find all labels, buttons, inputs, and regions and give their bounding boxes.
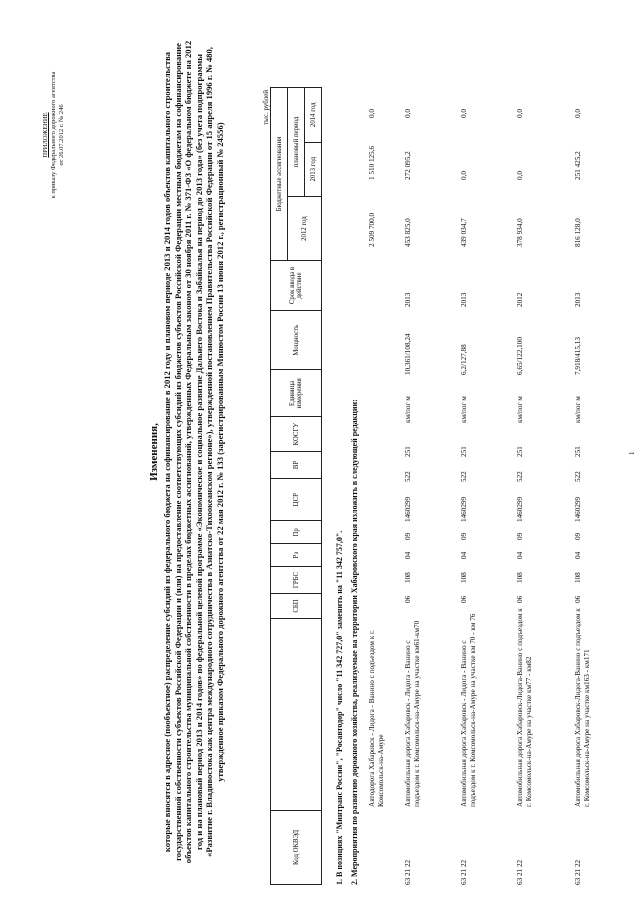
row-kosgu: 251: [516, 446, 524, 457]
row-2012: 453 825,0: [404, 218, 412, 247]
col-okved: Код ОКВЭД: [271, 810, 322, 884]
col-budget-group: Бюджетные ассигнования: [271, 88, 288, 261]
col-pr: Пр: [271, 521, 322, 544]
table-row: [574, 25, 610, 885]
document-title: Изменения,: [148, 423, 160, 481]
row-grbs: 108: [516, 572, 524, 583]
col-vr: ВР: [271, 452, 322, 479]
col-name: [271, 618, 322, 810]
row-unit: км/пог м: [404, 396, 412, 423]
row-sbp: 06: [516, 595, 524, 603]
row-power: 10,361/108,24: [404, 333, 412, 375]
row-2012: 439 034,7: [460, 218, 468, 247]
row-name: Автодорога Хабаровск - Лидога - Ванино с подъездом к г. Комсомольск-на-Амуре: [368, 630, 385, 807]
row-code: 63 21 22: [404, 859, 412, 885]
row-year: 2013: [460, 292, 468, 307]
row-csr: 1460299: [516, 496, 524, 522]
row-2013: 272 095,2: [404, 151, 412, 180]
page-number: 1: [628, 451, 636, 455]
row-pr: 09: [516, 532, 524, 540]
row-2012: 378 934,0: [516, 218, 524, 247]
row-name: Автомобильная дорога Хабаровск-Лидога-Ванино с подъездом к г. Комсомольск-на-Амуре на участке км77 - км82: [516, 608, 533, 807]
col-grbs: ГРБС: [271, 567, 322, 594]
row-2014: 0,0: [516, 109, 524, 118]
row-year: 2013: [574, 292, 582, 307]
row-2013: 0,0: [516, 171, 524, 180]
row-vr: 522: [460, 471, 468, 482]
col-power: Мощность: [271, 310, 322, 370]
row-2013: 251 425,2: [574, 151, 582, 180]
row-2014: 0,0: [574, 109, 582, 118]
row-sbp: 06: [460, 595, 468, 603]
row-rz: 04: [516, 551, 524, 559]
row-kosgu: 251: [404, 446, 412, 457]
col-2012: 2012 год: [288, 196, 322, 260]
row-csr: 1460299: [404, 496, 412, 522]
row-year: 2013: [404, 292, 412, 307]
col-kosgu: КОСГУ: [271, 417, 322, 452]
section-1-text: 1. В позициях "Минтранс России", "Росавтодор" число "11 342 727,0" заменить на "11 342 757,0".: [335, 530, 344, 885]
col-planning-period: плановый период: [288, 88, 305, 197]
col-2014: 2014 год: [305, 88, 322, 143]
row-grbs: 108: [460, 572, 468, 583]
row-power: 6,65/122,100: [516, 337, 524, 375]
row-power: 7,918/415,13: [574, 337, 582, 375]
section-2-text: 2. Мероприятия по развитию дорожного хозяйства, реализуемые на территории Хабаровского края изложить в следующей редакции:: [350, 399, 359, 885]
row-code: 63 21 22: [516, 859, 524, 885]
row-sbp: 06: [574, 595, 582, 603]
row-pr: 09: [574, 532, 582, 540]
row-pr: 09: [460, 532, 468, 540]
row-unit: км/пог м: [516, 396, 524, 423]
units-label: тыс. рублей: [262, 90, 270, 125]
document-subtitle: которые вносятся в адресное (пообъектное) распределение субсидий из федерального бюджета на софинансирование в 2012 году и плановом периоде 2013 и 2014 годов объектов капитального строительства государственной собственности субъектов Российской Федерации и (или) на предоставление соответствующих субсидий из бюджетов субъектов Российской Федерации местным бюджетам на софинансирование объектов капитального строительства муниципальной собственности в пределах бюджетных ассигнований, утвержденных Федеральным законом от 30 ноября 2011 г. № 371-ФЗ «О федеральном бюджете на 2012 год и на плановый период 2013 и 2014 годов» по федеральной целевой программе «Экономическое и социальное развитие Дальнего Востока и Забайкалья на период до 2013 года» (без учета подпрограммы «Развитие г. Владивостока как центра международного сотрудничества в Азиатско-Тихоокеанском регионе»), утвержденной постановлением Правительства Российской Федерации от 15 апреля 1996 г. № 480, утвержденное приказом Федерального дорожного агентства от 22 мая 2012 г. № 133 (зарегистрированным Минюстом России 13 июня 2012 г., регистрационный № 24556): [162, 40, 225, 864]
row-2014: 0,0: [404, 109, 412, 118]
table-row: [404, 25, 440, 885]
table-row: [516, 25, 552, 885]
table-row: [460, 25, 496, 885]
header-table: [270, 87, 322, 885]
row-unit: км/пог м: [574, 396, 582, 423]
row-sbp: 06: [404, 595, 412, 603]
row-unit: км/пог м: [460, 396, 468, 423]
appendix-title: ПРИЛОЖЕНИЕ: [42, 112, 49, 158]
col-unit: Единица измерения: [271, 370, 322, 417]
table-row: [368, 25, 398, 885]
appendix-order-date: от 26.07.2012 г. № 246: [58, 104, 65, 166]
col-2013: 2013 год: [305, 142, 322, 196]
row-grbs: 108: [574, 572, 582, 583]
row-2012: 816 128,0: [574, 218, 582, 247]
row-power: 6,2/127,88: [460, 344, 468, 375]
appendix-block: [42, 40, 66, 230]
appendix-order-ref: к приказу Федерального дорожного агентства: [50, 71, 57, 199]
row-grbs: 108: [404, 572, 412, 583]
row-2014: 0,0: [460, 109, 468, 118]
row-rz: 04: [404, 551, 412, 559]
row-2014: 0,0: [368, 109, 376, 118]
col-sbp: СБП: [271, 594, 322, 619]
row-code: 63 21 22: [460, 859, 468, 885]
col-year: Срок ввода в действие: [271, 261, 322, 311]
col-rz: Рз: [271, 544, 322, 567]
row-code: 63 21 22: [574, 859, 582, 885]
row-name: Автомобильная дорога Хабаровск - Лидога - Ванино с подъездом к г. Комсомольск-на-Амуре на участке км 70 - км 76: [460, 613, 477, 807]
row-vr: 522: [404, 471, 412, 482]
row-2013: 1 510 125,6: [368, 145, 376, 180]
row-csr: 1460299: [574, 496, 582, 522]
row-rz: 04: [574, 551, 582, 559]
row-rz: 04: [460, 551, 468, 559]
row-2013: 0,0: [460, 171, 468, 180]
row-year: 2012: [516, 292, 524, 307]
row-kosgu: 251: [460, 446, 468, 457]
col-csr: ЦСР: [271, 478, 322, 521]
row-vr: 522: [574, 471, 582, 482]
row-name: Автомобильная дорога Хабаровск - Лидога - Ванино с подъездом к г. Комсомольск-на-Амуре на участке км61-км70: [404, 620, 421, 807]
row-2012: 2 509 700,0: [368, 212, 376, 247]
row-csr: 1460299: [460, 496, 468, 522]
row-name: Автомобильная дорога Хабаровск-Лидога-Ванино с подъездом к г. Комсомольск-на-Амуре на участке км163 - км171: [574, 608, 591, 807]
row-pr: 09: [404, 532, 412, 540]
row-vr: 522: [516, 471, 524, 482]
row-kosgu: 251: [574, 446, 582, 457]
